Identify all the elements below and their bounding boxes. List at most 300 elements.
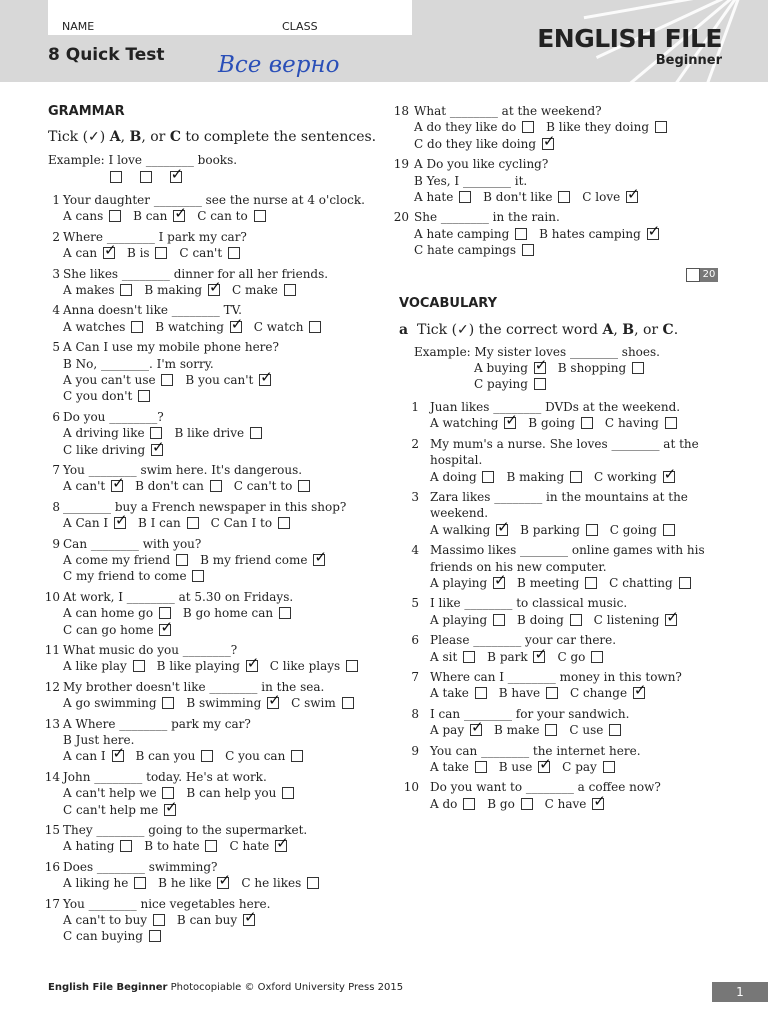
option-letter: C (609, 576, 619, 590)
option-text: Can I to (223, 516, 273, 531)
tick-checkbox[interactable] (149, 930, 161, 942)
option-text: doing (442, 469, 477, 484)
grammar-score (686, 264, 718, 283)
tick-checkbox[interactable] (632, 362, 644, 374)
tick-checkbox[interactable] (103, 247, 115, 259)
option-letter: A (63, 876, 72, 891)
tick-checkbox[interactable] (592, 798, 604, 810)
tick-checkbox[interactable] (534, 378, 546, 390)
option-text: I can (150, 516, 181, 531)
option-letter: A (63, 659, 72, 674)
option-letter: B (137, 516, 147, 531)
option-row (63, 929, 173, 943)
option-text: go (570, 649, 586, 664)
tick-checkbox[interactable] (570, 614, 582, 626)
tick-checkbox[interactable] (603, 761, 615, 773)
option-letter: B (200, 553, 209, 567)
option-letter: B (498, 760, 508, 774)
option-text: can home go (75, 606, 154, 621)
option-letter: A (430, 576, 439, 590)
question-text: A Can I use my mobile phone here? (63, 340, 279, 355)
tick-checkbox[interactable] (609, 724, 621, 736)
tick-checkbox[interactable] (570, 471, 582, 483)
tick-checkbox[interactable] (210, 480, 222, 492)
question-text: hospital. (430, 453, 483, 468)
question-number: 3 (52, 266, 60, 281)
question-text: Do you ________? (63, 409, 164, 424)
question-number: 6 (52, 409, 60, 424)
option-text: making (519, 469, 565, 484)
option-text: sit (442, 649, 458, 664)
tick-checkbox[interactable] (298, 480, 310, 492)
tick-checkbox[interactable] (131, 321, 143, 333)
tick-checkbox[interactable] (633, 687, 645, 699)
tick-checkbox[interactable] (586, 524, 598, 536)
tick-checkbox[interactable] (342, 697, 354, 709)
tick-checkbox[interactable] (109, 210, 121, 222)
tick-checkbox[interactable] (161, 374, 173, 386)
option-text: he like (170, 876, 212, 891)
option-letter: C (179, 246, 189, 261)
option-letter: B (517, 612, 526, 627)
tick-checkbox[interactable] (542, 138, 554, 150)
tick-checkbox[interactable] (111, 480, 123, 492)
tick-checkbox[interactable] (176, 554, 188, 566)
option-letter: A (63, 319, 72, 334)
tick-checkbox[interactable] (522, 121, 534, 133)
option-text: hate campings (427, 243, 516, 258)
tick-checkbox[interactable] (313, 554, 325, 566)
tick-checkbox[interactable] (192, 570, 204, 582)
option-letter: C (569, 686, 580, 701)
option-row (63, 209, 278, 223)
option-text: watching (442, 416, 499, 431)
tick-checkbox[interactable] (581, 417, 593, 429)
tick-checkbox[interactable] (475, 761, 487, 773)
tick-checkbox[interactable] (346, 660, 358, 672)
option-letter: B (185, 373, 195, 387)
tick-checkbox[interactable] (663, 471, 675, 483)
question-text: A Where ________ park my car? (63, 716, 251, 731)
question-text: You ________ swim here. It's dangerous. (63, 463, 303, 477)
option-letter: A (414, 190, 423, 204)
tick-checkbox[interactable] (647, 228, 659, 240)
option-row (63, 373, 283, 387)
question-text: My brother doesn't like ________ in the sea. (63, 679, 325, 694)
option-row (63, 320, 333, 334)
option-text: to hate (156, 839, 200, 854)
option-text: have (557, 796, 587, 811)
option-row (430, 797, 616, 811)
question-text: Where ________ I park my car? (63, 229, 247, 244)
score-box[interactable] (686, 268, 700, 282)
grammar-example: Example: I love ________ books. (48, 153, 238, 167)
tick-checkbox[interactable] (534, 362, 546, 374)
option-text: come my friend (75, 553, 171, 567)
option-text: Can I (75, 516, 109, 531)
option-text: can't (75, 479, 106, 494)
option-text: you can't use (75, 373, 156, 387)
option-text: parking (532, 522, 580, 537)
option-text: like play (75, 659, 127, 674)
question-number: 20 (393, 210, 409, 225)
tick-checkbox[interactable] (504, 417, 516, 429)
option-text: don't can (147, 479, 204, 494)
option-text: my friend to come (76, 569, 187, 584)
tick-checkbox[interactable] (112, 750, 124, 762)
option-letter: B (174, 426, 184, 441)
option-row (430, 686, 657, 700)
option-letter: A (63, 516, 72, 531)
option-letter: C (63, 389, 73, 404)
option-letter: B (182, 606, 192, 621)
option-text: going (540, 416, 576, 431)
option-row (414, 137, 566, 151)
question-number: 17 (44, 896, 60, 911)
option-text: you can't (198, 373, 254, 387)
tick-checkbox[interactable] (259, 374, 271, 386)
option-row (430, 470, 687, 484)
option-text: he likes (254, 876, 302, 891)
question-text: friends on his new computer. (430, 559, 607, 574)
question-text: Does ________ swimming? (63, 859, 218, 874)
handwritten-note: Все верно (218, 52, 340, 78)
tick-checkbox[interactable] (533, 651, 545, 663)
option-text: watches (75, 319, 126, 334)
tick-checkbox[interactable] (284, 284, 296, 296)
tick-checkbox[interactable] (309, 321, 321, 333)
option-letter: C (269, 659, 279, 674)
tick-checkbox[interactable] (246, 660, 258, 672)
option-letter: C (544, 796, 554, 811)
tick-checkbox[interactable] (173, 210, 185, 222)
tick-checkbox[interactable] (155, 247, 167, 259)
option-text: liking he (75, 876, 129, 891)
question-text: B Just here. (63, 733, 135, 747)
option-row (63, 659, 370, 673)
tick-checkbox[interactable] (140, 171, 152, 183)
tick-checkbox[interactable] (162, 697, 174, 709)
option-row (414, 190, 650, 204)
question-number: 2 (52, 229, 60, 244)
option-text: like playing (169, 659, 240, 674)
tick-checkbox[interactable] (515, 228, 527, 240)
option-row (430, 723, 633, 737)
tick-checkbox[interactable] (665, 417, 677, 429)
option-letter: C (474, 377, 484, 392)
option-text: make (244, 283, 278, 297)
option-text: can't help we (75, 786, 157, 801)
option-letter: B (186, 786, 196, 801)
option-letter: B (506, 469, 516, 484)
class-label: CLASS (282, 20, 318, 33)
option-letter: C (63, 622, 73, 637)
option-letter: A (430, 649, 439, 664)
option-letter: B (155, 319, 165, 334)
option-text: change (582, 686, 628, 701)
option-letter: B (557, 361, 567, 375)
option-text: do they like doing (427, 136, 536, 151)
option-letter: C (197, 209, 207, 224)
question-number: 10 (44, 589, 60, 604)
option-row (414, 227, 671, 241)
option-text: do they like do (426, 120, 517, 135)
option-row (63, 426, 274, 440)
option-letter: C (594, 469, 604, 484)
tick-checkbox[interactable] (459, 191, 471, 203)
option-letter: C (225, 749, 235, 764)
tick-checkbox[interactable] (187, 517, 199, 529)
question-number: 4 (411, 543, 419, 558)
tick-checkbox[interactable] (230, 321, 242, 333)
option-text: like driving (76, 442, 146, 457)
vocabulary-heading: VOCABULARY (399, 296, 498, 311)
tick-checkbox[interactable] (493, 577, 505, 589)
footer-credit: English File Beginner Photocopiable © Oxford University Press 2015 (48, 982, 404, 993)
option-letter: C (569, 723, 579, 738)
option-text: listening (606, 612, 660, 627)
option-text: walking (442, 522, 491, 537)
tick-checkbox[interactable] (120, 284, 132, 296)
question-text: Can ________ with you? (63, 536, 202, 551)
option-letter: A (63, 479, 72, 494)
tick-checkbox[interactable] (282, 787, 294, 799)
option-letter: C (63, 929, 73, 944)
tick-checkbox[interactable] (243, 914, 255, 926)
option-text: have (511, 686, 541, 701)
tick-checkbox[interactable] (250, 427, 262, 439)
tick-checkbox[interactable] (493, 614, 505, 626)
option-letter: A (63, 283, 72, 297)
option-letter: C (557, 649, 567, 664)
question-text: Massimo likes ________ online games with his (430, 543, 705, 558)
option-letter: A (63, 913, 72, 927)
tick-checkbox[interactable] (665, 614, 677, 626)
question-text: My mum's a nurse. She loves ________ at the (430, 436, 699, 451)
option-letter: A (63, 209, 72, 224)
question-number: 11 (44, 643, 60, 657)
option-text: make (506, 723, 540, 738)
option-row (63, 839, 299, 853)
tick-checkbox[interactable] (170, 171, 182, 183)
tick-checkbox[interactable] (267, 697, 279, 709)
option-text: watch (266, 319, 304, 334)
tick-checkbox[interactable] (522, 244, 534, 256)
option-text: like plays (282, 659, 341, 674)
option-text: can't to buy (75, 913, 148, 927)
tick-checkbox[interactable] (463, 651, 475, 663)
page-number: 1 (712, 982, 768, 1002)
question-text: Please ________ your car there. (430, 633, 617, 648)
brand-title: ENGLISH FILE (537, 24, 722, 53)
option-text: can buy (189, 913, 238, 927)
question-text: You can ________ the internet here. (430, 743, 641, 758)
option-letter: B (158, 876, 167, 891)
option-letter: B (520, 522, 529, 537)
option-letter: A (430, 522, 439, 537)
question-text: Zara likes ________ in the mountains at the (430, 490, 688, 504)
tick-checkbox[interactable] (546, 687, 558, 699)
option-letter: B (487, 649, 496, 664)
option-text: can't to (246, 479, 293, 494)
option-letter: B (493, 723, 503, 738)
option-letter: A (63, 553, 72, 567)
question-number: 4 (52, 303, 60, 318)
tick-checkbox[interactable] (114, 517, 126, 529)
tick-checkbox[interactable] (663, 524, 675, 536)
option-row (430, 613, 689, 627)
option-letter: C (63, 802, 73, 817)
option-letter: B (487, 796, 497, 811)
tick-checkbox[interactable] (205, 840, 217, 852)
question-text: B Yes, I ________ it. (414, 173, 528, 188)
tick-checkbox[interactable] (164, 804, 176, 816)
option-letter: A (430, 612, 439, 627)
tick-checkbox[interactable] (558, 191, 570, 203)
option-text: hating (75, 839, 115, 854)
tick-checkbox[interactable] (228, 247, 240, 259)
option-letter: A (430, 416, 439, 431)
tick-checkbox[interactable] (254, 210, 266, 222)
option-letter: A (430, 796, 439, 811)
option-text: pay (442, 723, 465, 738)
tick-checkbox[interactable] (159, 624, 171, 636)
question-text: They ________ going to the supermarket. (63, 823, 308, 837)
tick-checkbox[interactable] (496, 524, 508, 536)
option-letter: B (528, 416, 538, 431)
option-text: take (442, 760, 469, 774)
option-text: don't like (495, 190, 553, 204)
test-title: 8 Quick Test (48, 45, 165, 65)
option-letter: B (144, 839, 154, 854)
option-text: watching (167, 319, 224, 334)
option-row (63, 623, 183, 637)
question-number: 1 (411, 400, 419, 414)
option-letter: A (63, 786, 72, 801)
tick-checkbox[interactable] (134, 877, 146, 889)
tick-checkbox[interactable] (626, 191, 638, 203)
tick-checkbox[interactable] (475, 687, 487, 699)
tick-checkbox[interactable] (110, 171, 122, 183)
tick-checkbox[interactable] (208, 284, 220, 296)
option-text: go home can (195, 606, 274, 621)
option-text: making (157, 283, 203, 297)
score-total: 20 (700, 268, 718, 282)
tick-checkbox[interactable] (655, 121, 667, 133)
question-text: At work, I ________ at 5.30 on Fridays. (63, 589, 294, 604)
option-letter: A (430, 760, 439, 774)
vocabulary-example: Example: My sister loves ________ shoes. (414, 345, 660, 359)
grammar-heading: GRAMMAR (48, 104, 125, 119)
tick-checkbox[interactable] (591, 651, 603, 663)
tick-checkbox[interactable] (585, 577, 597, 589)
option-row (63, 516, 302, 530)
question-number: 7 (411, 670, 419, 684)
option-letter: B (156, 659, 166, 674)
option-text: having (617, 416, 659, 431)
question-number: 14 (44, 769, 60, 784)
tick-checkbox[interactable] (138, 390, 150, 402)
option-letter: B (186, 696, 196, 711)
tick-checkbox[interactable] (679, 577, 691, 589)
tick-checkbox[interactable] (201, 750, 213, 762)
option-text: cans (75, 209, 104, 224)
option-letter: B (176, 913, 186, 927)
option-letter: A (63, 749, 72, 764)
question-number: 5 (52, 340, 60, 355)
question-text: She likes ________ dinner for all her friends. (63, 266, 329, 281)
option-letter: C (210, 516, 220, 531)
option-letter: C (593, 612, 603, 627)
option-letter: B (133, 209, 142, 224)
tick-checkbox[interactable] (463, 798, 475, 810)
option-text: use (511, 760, 533, 774)
option-letter: C (562, 760, 572, 774)
tick-checkbox[interactable] (120, 840, 132, 852)
tick-checkbox[interactable] (291, 750, 303, 762)
option-text: meeting (529, 576, 580, 590)
question-text: I can ________ for your sandwich. (430, 706, 630, 721)
tick-checkbox[interactable] (133, 660, 145, 672)
option-row (63, 283, 308, 297)
option-letter: C (63, 569, 73, 584)
question-text: Anna doesn't like ________ TV. (63, 303, 242, 318)
option-text: hate (242, 839, 270, 854)
option-text: you don't (76, 389, 133, 404)
option-row (430, 650, 615, 664)
tick-checkbox[interactable] (470, 724, 482, 736)
tick-checkbox[interactable] (538, 761, 550, 773)
tick-checkbox[interactable] (275, 840, 287, 852)
option-text: can't help me (76, 802, 159, 817)
option-letter: B (546, 120, 555, 135)
tick-checkbox[interactable] (151, 444, 163, 456)
option-row (63, 876, 331, 890)
option-letter: C (231, 283, 242, 297)
option-text: can't (192, 246, 223, 261)
tick-checkbox[interactable] (217, 877, 229, 889)
tick-checkbox[interactable] (307, 877, 319, 889)
question-text: Do you want to ________ a coffee now? (430, 780, 661, 795)
option-text: driving like (75, 426, 145, 441)
option-letter: B (126, 246, 136, 261)
option-letter: B (135, 749, 145, 764)
tick-checkbox[interactable] (279, 607, 291, 619)
tick-checkbox[interactable] (278, 517, 290, 529)
option-text: do (442, 796, 458, 811)
option-text: paying (487, 377, 528, 392)
question-text: Juan likes ________ DVDs at the weekend. (430, 400, 681, 414)
option-row (474, 361, 656, 375)
question-number: 19 (393, 157, 409, 172)
option-row (63, 246, 252, 260)
option-letter: A (63, 696, 72, 711)
option-letter: A (63, 373, 72, 387)
option-text: park (499, 649, 528, 664)
question-number: 13 (44, 716, 60, 731)
vocabulary-instruction: a Tick (✓) the correct word A, B, or C. (399, 322, 679, 338)
option-text: can go home (76, 622, 154, 637)
tick-checkbox[interactable] (482, 471, 494, 483)
tick-checkbox[interactable] (153, 914, 165, 926)
option-letter: C (229, 839, 239, 854)
option-text: pay (575, 760, 597, 774)
option-letter: C (241, 876, 251, 891)
tick-checkbox[interactable] (521, 798, 533, 810)
tick-checkbox[interactable] (545, 724, 557, 736)
option-text: like drive (187, 426, 245, 441)
question-number: 9 (52, 536, 60, 551)
